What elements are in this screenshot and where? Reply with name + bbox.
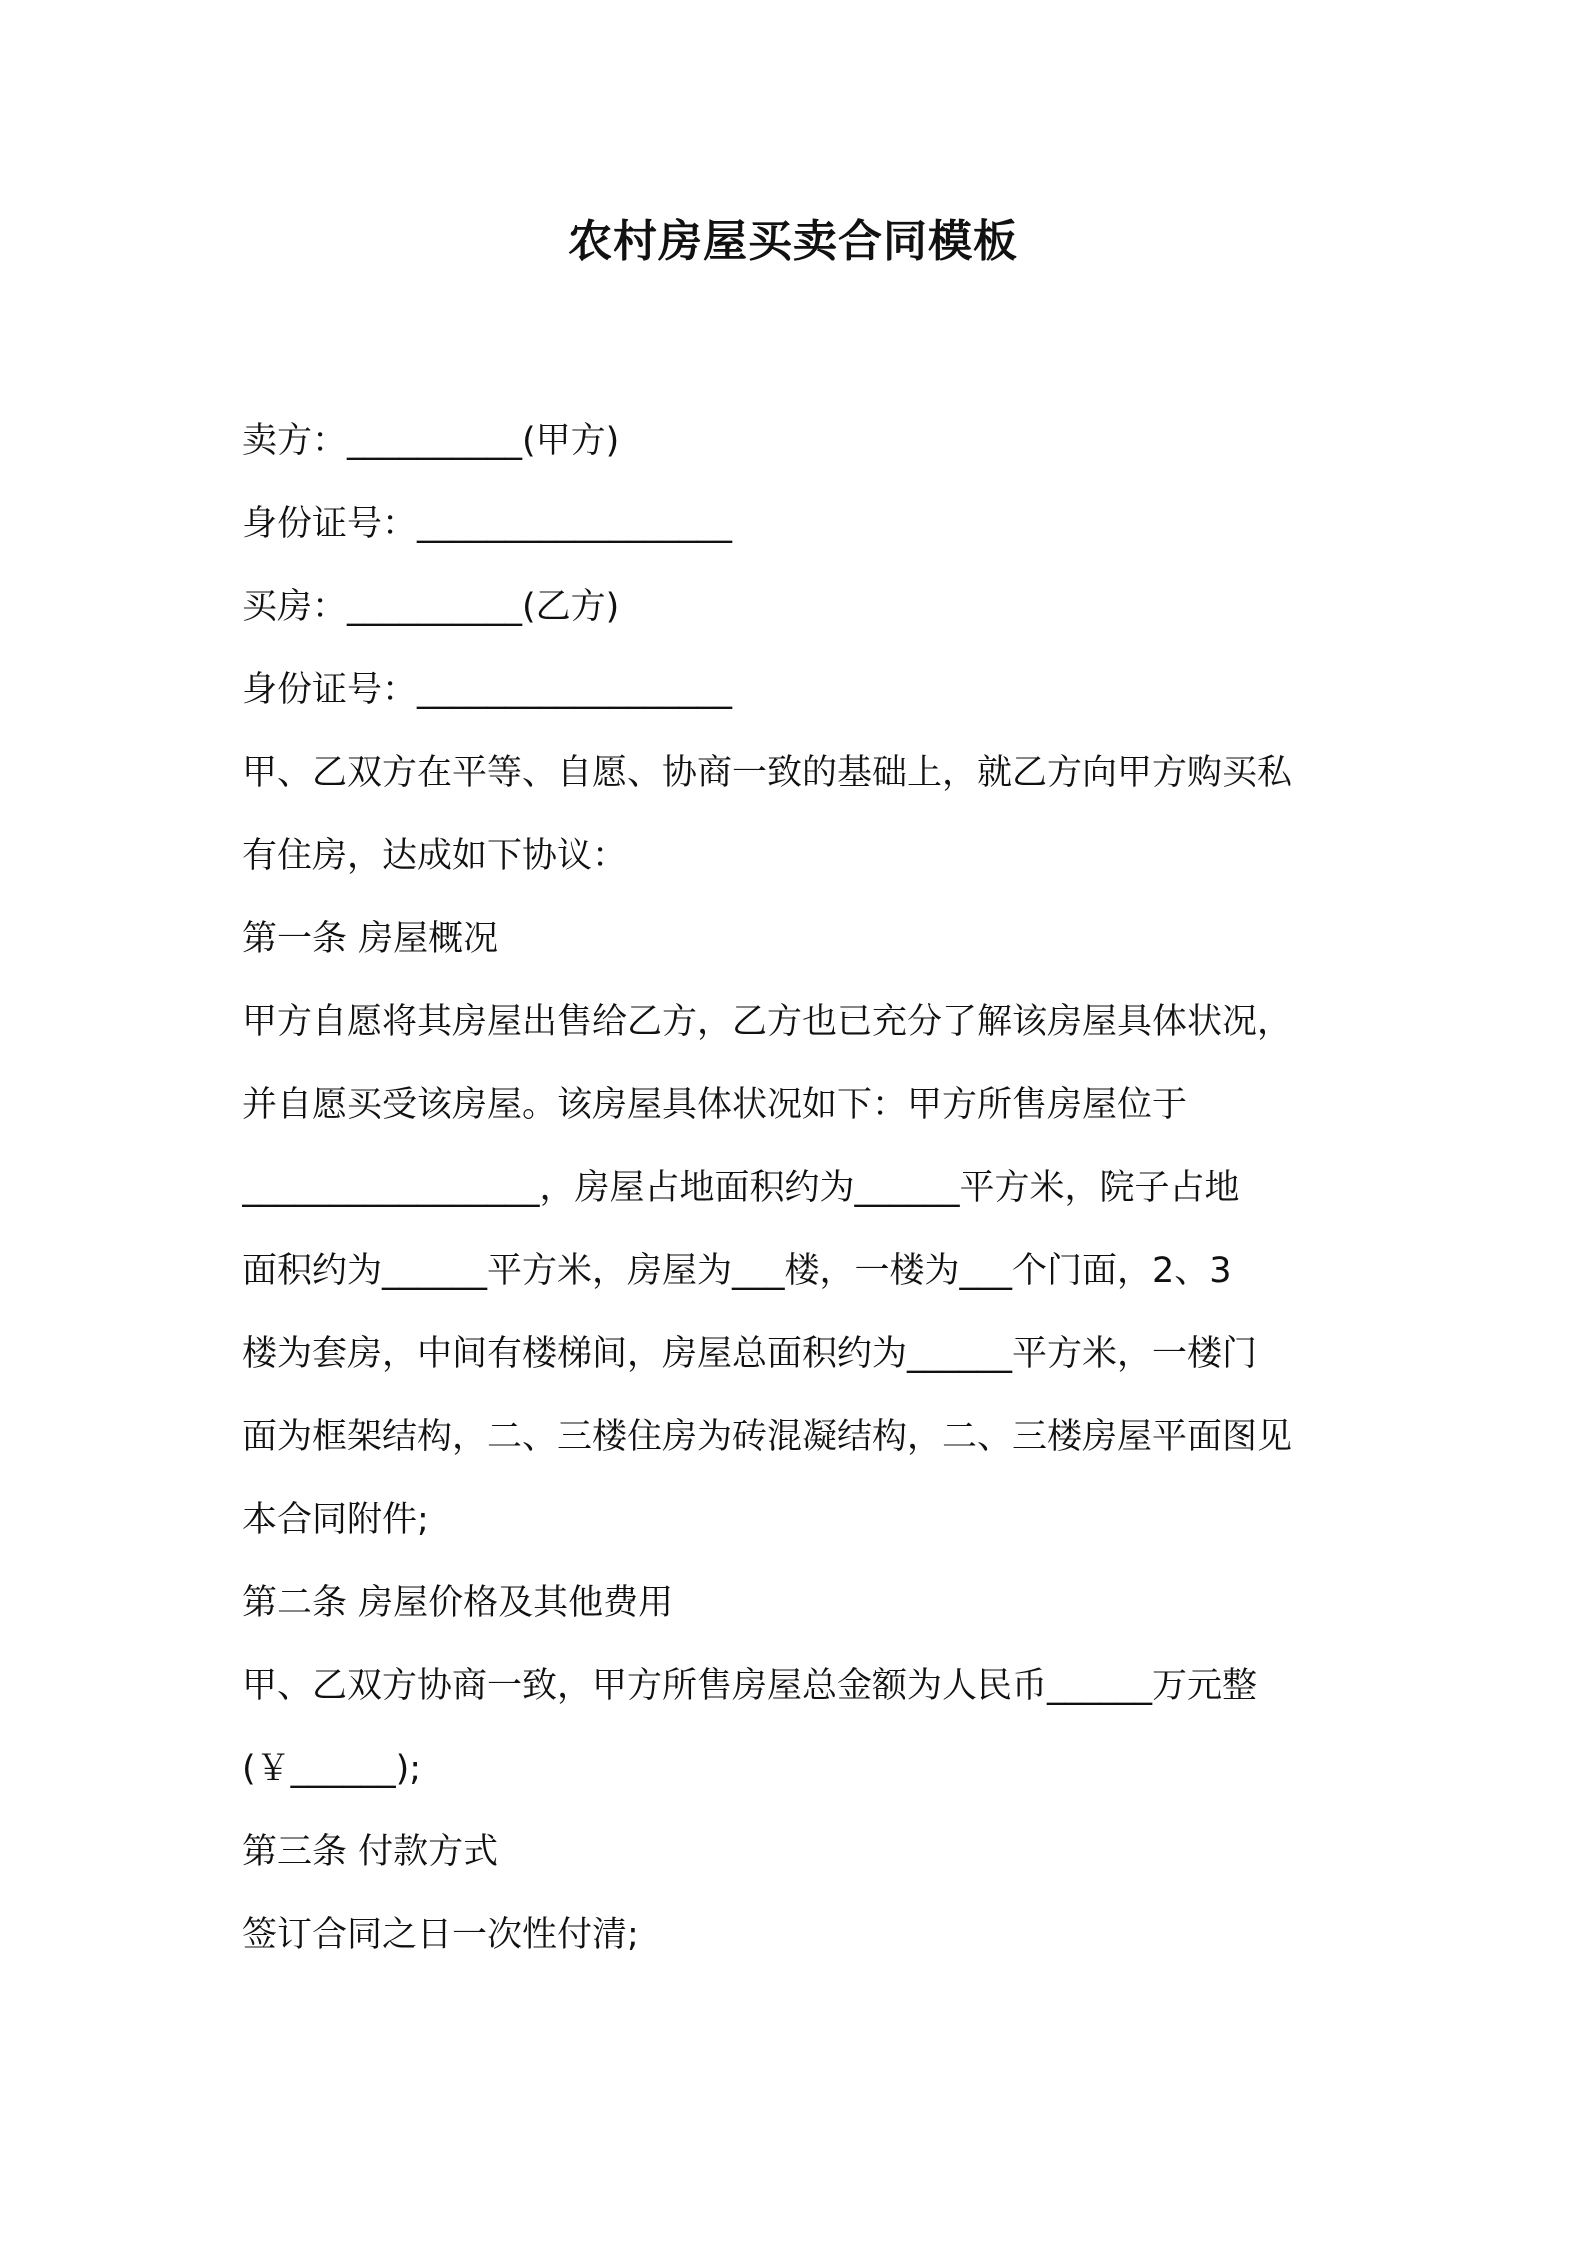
article-2-line-2: (￥______); <box>242 1749 422 1789</box>
article-2-line-1: 甲、乙双方协商一致，甲方所售房屋总金额为人民币______万元整 <box>242 1666 1258 1706</box>
article-1-line-3: _________________，房屋占地面积约为______平方米，院子占地 <box>242 1168 1240 1208</box>
article-1-line-1: 甲方自愿将其房屋出售给乙方，乙方也已充分了解该房屋具体状况， <box>242 1002 1293 1042</box>
article-1-line-2: 并自愿买受该房屋。该房屋具体状况如下：甲方所售房屋位于 <box>242 1085 1188 1125</box>
seller-line: 卖方：__________(甲方) <box>242 421 620 461</box>
article-3-heading: 第三条 付款方式 <box>242 1832 499 1872</box>
article-2-heading: 第二条 房屋价格及其他费用 <box>242 1583 674 1623</box>
document-title: 农村房屋买卖合同模板 <box>568 216 1018 267</box>
buyer-line: 买房：__________(乙方) <box>242 587 620 627</box>
article-3-line-1: 签订合同之日一次性付清; <box>242 1915 639 1955</box>
article-1-line-7: 本合同附件; <box>242 1500 429 1540</box>
contract-body <box>242 400 1362 1977</box>
article-1-heading: 第一条 房屋概况 <box>242 919 499 959</box>
preamble-line-1: 甲、乙双方在平等、自愿、协商一致的基础上，就乙方向甲方购买私 <box>242 753 1293 793</box>
article-1-line-6: 面为框架结构，二、三楼住房为砖混凝结构，二、三楼房屋平面图见 <box>242 1417 1293 1457</box>
seller-id-line: 身份证号：__________________ <box>242 504 733 544</box>
buyer-id-line: 身份证号：__________________ <box>242 670 733 710</box>
article-1-line-5: 楼为套房，中间有楼梯间，房屋总面积约为______平方米，一楼门 <box>242 1334 1258 1374</box>
article-1-line-4: 面积约为______平方米，房屋为___楼，一楼为___个门面，2、3 <box>242 1251 1232 1291</box>
preamble-line-2: 有住房，达成如下协议： <box>242 836 628 876</box>
